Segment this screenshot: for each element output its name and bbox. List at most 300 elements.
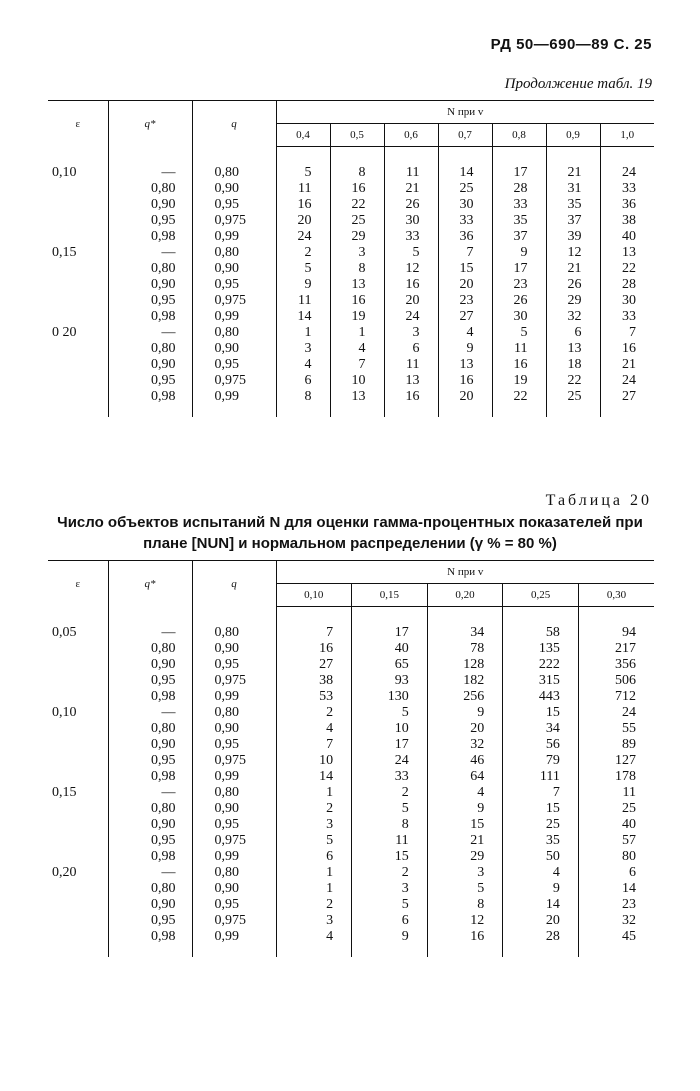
n-cell: 53 bbox=[276, 689, 352, 705]
eps-cell bbox=[48, 197, 108, 213]
n-cell: 12 bbox=[384, 261, 438, 277]
spacer-cell bbox=[492, 147, 546, 166]
v-header-cell: 0,20 bbox=[427, 584, 503, 607]
n-cell: 13 bbox=[546, 341, 600, 357]
qstar-cell: 0,98 bbox=[108, 309, 192, 325]
n-cell: 39 bbox=[546, 229, 600, 245]
q-cell: 0,975 bbox=[192, 833, 276, 849]
n-cell: 15 bbox=[352, 849, 428, 865]
spacer-cell bbox=[276, 405, 330, 417]
qstar-cell: — bbox=[108, 245, 192, 261]
table-row bbox=[48, 357, 654, 373]
row-spacer bbox=[48, 147, 654, 166]
eps-cell bbox=[48, 657, 108, 673]
n-cell: 5 bbox=[276, 833, 352, 849]
spacer-cell bbox=[384, 405, 438, 417]
table-row bbox=[48, 785, 654, 801]
eps-cell bbox=[48, 817, 108, 833]
spacer-cell bbox=[352, 607, 428, 626]
v-header-cell: 0,4 bbox=[276, 124, 330, 147]
n-cell: 6 bbox=[276, 849, 352, 865]
n-cell: 22 bbox=[546, 373, 600, 389]
eps-cell bbox=[48, 769, 108, 785]
spacer-cell bbox=[384, 147, 438, 166]
n-cell: 17 bbox=[492, 165, 546, 181]
n-cell: 4 bbox=[276, 929, 352, 945]
qstar-cell: 0,95 bbox=[108, 293, 192, 309]
n-cell: 19 bbox=[492, 373, 546, 389]
n-cell: 135 bbox=[503, 641, 579, 657]
spacer-cell bbox=[600, 405, 654, 417]
n-cell: 16 bbox=[438, 373, 492, 389]
n-cell: 443 bbox=[503, 689, 579, 705]
n-cell: 3 bbox=[276, 913, 352, 929]
n-cell: 16 bbox=[276, 197, 330, 213]
table-20-title-line-2: плане [NUN] и нормальном распределении (γ % = 80 %) bbox=[143, 535, 557, 552]
n-cell: 8 bbox=[276, 389, 330, 405]
n-cell: 26 bbox=[492, 293, 546, 309]
n-cell: 29 bbox=[427, 849, 503, 865]
table-19-container bbox=[48, 100, 654, 417]
spacer-cell bbox=[492, 405, 546, 417]
n-cell: 128 bbox=[427, 657, 503, 673]
eps-cell bbox=[48, 929, 108, 945]
n-cell: 16 bbox=[330, 293, 384, 309]
q-cell: 0,95 bbox=[192, 357, 276, 373]
n-cell: 9 bbox=[427, 801, 503, 817]
table-row bbox=[48, 833, 654, 849]
eps-cell bbox=[48, 673, 108, 689]
q-cell: 0,95 bbox=[192, 737, 276, 753]
qstar-cell: 0,80 bbox=[108, 721, 192, 737]
table-20-title-line-1: Число объектов испытаний N для оценки гамма-процентных показателей при bbox=[57, 514, 643, 531]
n-cell: 25 bbox=[578, 801, 654, 817]
table-row bbox=[48, 245, 654, 261]
n-cell: 11 bbox=[384, 357, 438, 373]
spacer-cell bbox=[48, 945, 108, 957]
qstar-cell: 0,90 bbox=[108, 897, 192, 913]
spacer-cell bbox=[427, 945, 503, 957]
spacer-cell bbox=[108, 405, 192, 417]
v-header-cell: 1,0 bbox=[600, 124, 654, 147]
qstar-cell: — bbox=[108, 785, 192, 801]
n-cell: 94 bbox=[578, 625, 654, 641]
qstar-cell: 0,95 bbox=[108, 213, 192, 229]
n-cell: 29 bbox=[546, 293, 600, 309]
n-cell: 4 bbox=[330, 341, 384, 357]
qstar-cell: 0,80 bbox=[108, 641, 192, 657]
eps-cell bbox=[48, 833, 108, 849]
table-20 bbox=[48, 560, 654, 957]
v-header-cell: 0,25 bbox=[503, 584, 579, 607]
eps-cell bbox=[48, 753, 108, 769]
n-cell: 24 bbox=[276, 229, 330, 245]
q-cell: 0,90 bbox=[192, 881, 276, 897]
q-cell: 0,80 bbox=[192, 785, 276, 801]
n-cell: 4 bbox=[503, 865, 579, 881]
table-row bbox=[48, 277, 654, 293]
column-header-q: q bbox=[192, 101, 276, 147]
n-cell: 46 bbox=[427, 753, 503, 769]
table-19 bbox=[48, 100, 654, 417]
n-cell: 13 bbox=[384, 373, 438, 389]
eps-cell bbox=[48, 849, 108, 865]
n-cell: 7 bbox=[276, 737, 352, 753]
spacer-cell bbox=[276, 607, 352, 626]
spacer-cell bbox=[192, 607, 276, 626]
n-cell: 35 bbox=[546, 197, 600, 213]
n-cell: 37 bbox=[546, 213, 600, 229]
n-cell: 315 bbox=[503, 673, 579, 689]
n-cell: 8 bbox=[352, 817, 428, 833]
n-cell: 16 bbox=[427, 929, 503, 945]
table-row bbox=[48, 753, 654, 769]
q-cell: 0,975 bbox=[192, 673, 276, 689]
n-cell: 2 bbox=[276, 705, 352, 721]
n-cell: 22 bbox=[492, 389, 546, 405]
n-cell: 23 bbox=[438, 293, 492, 309]
spacer-cell bbox=[503, 607, 579, 626]
v-header-cell: 0,10 bbox=[276, 584, 352, 607]
n-cell: 5 bbox=[276, 261, 330, 277]
n-cell: 13 bbox=[438, 357, 492, 373]
n-cell: 5 bbox=[352, 801, 428, 817]
table-row bbox=[48, 913, 654, 929]
n-cell: 3 bbox=[276, 341, 330, 357]
n-cell: 712 bbox=[578, 689, 654, 705]
column-header-q: q bbox=[192, 561, 276, 607]
qstar-cell: — bbox=[108, 705, 192, 721]
n-cell: 20 bbox=[438, 389, 492, 405]
n-cell: 6 bbox=[352, 913, 428, 929]
n-cell: 3 bbox=[352, 881, 428, 897]
n-cell: 26 bbox=[546, 277, 600, 293]
q-cell: 0,99 bbox=[192, 769, 276, 785]
n-cell: 3 bbox=[384, 325, 438, 341]
n-cell: 33 bbox=[352, 769, 428, 785]
n-cell: 10 bbox=[276, 753, 352, 769]
eps-cell bbox=[48, 277, 108, 293]
qstar-cell: 0,90 bbox=[108, 657, 192, 673]
n-cell: 45 bbox=[578, 929, 654, 945]
n-cell: 33 bbox=[384, 229, 438, 245]
n-cell: 38 bbox=[600, 213, 654, 229]
n-cell: 56 bbox=[503, 737, 579, 753]
table-row bbox=[48, 197, 654, 213]
n-cell: 25 bbox=[546, 389, 600, 405]
page-reference: РД 50—690—89 С. 25 bbox=[490, 36, 652, 53]
n-cell: 30 bbox=[600, 293, 654, 309]
qstar-cell: 0,98 bbox=[108, 769, 192, 785]
spacer-cell bbox=[108, 607, 192, 626]
spacer-cell bbox=[578, 607, 654, 626]
spacer-cell bbox=[48, 405, 108, 417]
n-cell: 20 bbox=[276, 213, 330, 229]
n-cell: 11 bbox=[384, 165, 438, 181]
n-cell: 9 bbox=[427, 705, 503, 721]
n-cell: 5 bbox=[492, 325, 546, 341]
table-row bbox=[48, 689, 654, 705]
eps-cell bbox=[48, 737, 108, 753]
q-cell: 0,80 bbox=[192, 165, 276, 181]
n-cell: 25 bbox=[330, 213, 384, 229]
qstar-cell: 0,98 bbox=[108, 849, 192, 865]
eps-cell bbox=[48, 213, 108, 229]
n-cell: 12 bbox=[546, 245, 600, 261]
n-cell: 217 bbox=[578, 641, 654, 657]
n-cell: 32 bbox=[578, 913, 654, 929]
qstar-cell: — bbox=[108, 165, 192, 181]
n-cell: 14 bbox=[438, 165, 492, 181]
n-cell: 4 bbox=[427, 785, 503, 801]
n-cell: 15 bbox=[438, 261, 492, 277]
n-cell: 8 bbox=[427, 897, 503, 913]
q-cell: 0,975 bbox=[192, 753, 276, 769]
n-cell: 40 bbox=[600, 229, 654, 245]
n-cell: 3 bbox=[427, 865, 503, 881]
n-cell: 19 bbox=[330, 309, 384, 325]
n-cell: 256 bbox=[427, 689, 503, 705]
n-cell: 16 bbox=[384, 277, 438, 293]
n-cell: 356 bbox=[578, 657, 654, 673]
n-cell: 5 bbox=[427, 881, 503, 897]
table-row bbox=[48, 801, 654, 817]
table-19-body bbox=[48, 147, 654, 418]
n-cell: 16 bbox=[384, 389, 438, 405]
n-cell: 130 bbox=[352, 689, 428, 705]
n-cell: 1 bbox=[276, 785, 352, 801]
eps-cell: 0,15 bbox=[52, 785, 77, 800]
column-header-eps: ε bbox=[48, 561, 108, 607]
n-cell: 7 bbox=[600, 325, 654, 341]
n-cell: 14 bbox=[503, 897, 579, 913]
v-header-cell: 0,5 bbox=[330, 124, 384, 147]
table-row bbox=[48, 389, 654, 405]
table-row bbox=[48, 325, 654, 341]
n-cell: 23 bbox=[578, 897, 654, 913]
n-cell: 8 bbox=[330, 261, 384, 277]
qstar-cell: 0,90 bbox=[108, 737, 192, 753]
n-cell: 79 bbox=[503, 753, 579, 769]
n-cell: 4 bbox=[438, 325, 492, 341]
n-cell: 24 bbox=[352, 753, 428, 769]
n-cell: 9 bbox=[503, 881, 579, 897]
eps-cell bbox=[48, 913, 108, 929]
n-cell: 2 bbox=[352, 785, 428, 801]
table-row bbox=[48, 849, 654, 865]
row-spacer bbox=[48, 607, 654, 626]
n-cell: 1 bbox=[330, 325, 384, 341]
eps-cell bbox=[48, 801, 108, 817]
n-cell: 58 bbox=[503, 625, 579, 641]
spacer-cell bbox=[427, 607, 503, 626]
qstar-cell: 0,80 bbox=[108, 181, 192, 197]
n-cell: 22 bbox=[330, 197, 384, 213]
table-row bbox=[48, 293, 654, 309]
n-cell: 178 bbox=[578, 769, 654, 785]
table-row bbox=[48, 625, 654, 641]
spacer-cell bbox=[48, 147, 108, 166]
eps-cell bbox=[48, 341, 108, 357]
qstar-cell: 0,80 bbox=[108, 261, 192, 277]
table-row bbox=[48, 865, 654, 881]
q-cell: 0,95 bbox=[192, 657, 276, 673]
qstar-cell: 0,95 bbox=[108, 373, 192, 389]
table-20-body bbox=[48, 607, 654, 958]
spacer-cell bbox=[546, 147, 600, 166]
n-cell: 31 bbox=[546, 181, 600, 197]
eps-cell bbox=[48, 389, 108, 405]
n-cell: 7 bbox=[438, 245, 492, 261]
n-cell: 14 bbox=[578, 881, 654, 897]
qstar-cell: 0,95 bbox=[108, 913, 192, 929]
qstar-cell: 0,90 bbox=[108, 277, 192, 293]
q-cell: 0,99 bbox=[192, 929, 276, 945]
q-cell: 0,95 bbox=[192, 817, 276, 833]
n-cell: 10 bbox=[330, 373, 384, 389]
qstar-cell: — bbox=[108, 865, 192, 881]
table-continuation-caption: Продолжение табл. 19 bbox=[504, 76, 652, 92]
q-cell: 0,90 bbox=[192, 181, 276, 197]
table-row bbox=[48, 817, 654, 833]
n-cell: 2 bbox=[276, 897, 352, 913]
table-20-container bbox=[48, 560, 654, 957]
row-spacer bbox=[48, 405, 654, 417]
qstar-cell: 0,95 bbox=[108, 673, 192, 689]
eps-cell bbox=[48, 897, 108, 913]
table-row bbox=[48, 213, 654, 229]
q-cell: 0,95 bbox=[192, 277, 276, 293]
eps-cell bbox=[48, 181, 108, 197]
n-cell: 78 bbox=[427, 641, 503, 657]
n-cell: 5 bbox=[352, 897, 428, 913]
n-cell: 11 bbox=[276, 293, 330, 309]
table-row bbox=[48, 165, 654, 181]
n-cell: 28 bbox=[503, 929, 579, 945]
n-cell: 64 bbox=[427, 769, 503, 785]
n-cell: 21 bbox=[546, 165, 600, 181]
spacer-cell bbox=[276, 945, 352, 957]
qstar-cell: 0,90 bbox=[108, 357, 192, 373]
v-header-cell: 0,9 bbox=[546, 124, 600, 147]
column-header-qstar: q* bbox=[108, 561, 192, 607]
n-cell: 17 bbox=[352, 737, 428, 753]
n-cell: 33 bbox=[600, 309, 654, 325]
n-cell: 6 bbox=[276, 373, 330, 389]
v-header-cell: 0,6 bbox=[384, 124, 438, 147]
n-cell: 11 bbox=[578, 785, 654, 801]
n-cell: 6 bbox=[384, 341, 438, 357]
n-cell: 15 bbox=[503, 801, 579, 817]
n-cell: 20 bbox=[438, 277, 492, 293]
qstar-cell: 0,95 bbox=[108, 833, 192, 849]
spacer-cell bbox=[48, 607, 108, 626]
n-cell: 16 bbox=[492, 357, 546, 373]
n-cell: 506 bbox=[578, 673, 654, 689]
table-row bbox=[48, 309, 654, 325]
n-cell: 9 bbox=[438, 341, 492, 357]
qstar-cell: 0,80 bbox=[108, 881, 192, 897]
q-cell: 0,95 bbox=[192, 197, 276, 213]
spacer-cell bbox=[503, 945, 579, 957]
n-cell: 25 bbox=[503, 817, 579, 833]
n-cell: 9 bbox=[276, 277, 330, 293]
n-cell: 9 bbox=[492, 245, 546, 261]
qstar-cell: 0,95 bbox=[108, 753, 192, 769]
spacer-cell bbox=[192, 945, 276, 957]
n-cell: 22 bbox=[600, 261, 654, 277]
n-cell: 2 bbox=[276, 801, 352, 817]
table-row bbox=[48, 641, 654, 657]
q-cell: 0,975 bbox=[192, 213, 276, 229]
n-cell: 28 bbox=[492, 181, 546, 197]
n-cell: 65 bbox=[352, 657, 428, 673]
n-cell: 55 bbox=[578, 721, 654, 737]
n-cell: 15 bbox=[427, 817, 503, 833]
n-cell: 20 bbox=[427, 721, 503, 737]
table-row bbox=[48, 673, 654, 689]
n-cell: 21 bbox=[600, 357, 654, 373]
n-cell: 21 bbox=[427, 833, 503, 849]
n-cell: 29 bbox=[330, 229, 384, 245]
q-cell: 0,95 bbox=[192, 897, 276, 913]
n-cell: 11 bbox=[492, 341, 546, 357]
qstar-cell: 0,90 bbox=[108, 817, 192, 833]
qstar-cell: 0,98 bbox=[108, 229, 192, 245]
column-header-eps: ε bbox=[48, 101, 108, 147]
row-spacer bbox=[48, 945, 654, 957]
v-header-cell: 0,7 bbox=[438, 124, 492, 147]
eps-cell bbox=[48, 881, 108, 897]
n-cell: 24 bbox=[578, 705, 654, 721]
column-group-header: N при v bbox=[276, 561, 654, 584]
n-cell: 24 bbox=[600, 165, 654, 181]
n-cell: 6 bbox=[546, 325, 600, 341]
eps-cell: 0,10 bbox=[52, 705, 77, 720]
spacer-cell bbox=[438, 147, 492, 166]
q-cell: 0,90 bbox=[192, 721, 276, 737]
q-cell: 0,80 bbox=[192, 705, 276, 721]
qstar-cell: — bbox=[108, 625, 192, 641]
n-cell: 50 bbox=[503, 849, 579, 865]
n-cell: 16 bbox=[600, 341, 654, 357]
n-cell: 5 bbox=[384, 245, 438, 261]
spacer-cell bbox=[330, 147, 384, 166]
n-cell: 7 bbox=[276, 625, 352, 641]
n-cell: 24 bbox=[600, 373, 654, 389]
n-cell: 111 bbox=[503, 769, 579, 785]
n-cell: 11 bbox=[276, 181, 330, 197]
table-row bbox=[48, 229, 654, 245]
n-cell: 40 bbox=[352, 641, 428, 657]
eps-cell bbox=[48, 293, 108, 309]
eps-cell bbox=[48, 721, 108, 737]
q-cell: 0,80 bbox=[192, 325, 276, 341]
n-cell: 2 bbox=[352, 865, 428, 881]
q-cell: 0,975 bbox=[192, 913, 276, 929]
n-cell: 37 bbox=[492, 229, 546, 245]
n-cell: 34 bbox=[503, 721, 579, 737]
spacer-cell bbox=[546, 405, 600, 417]
qstar-cell: 0,80 bbox=[108, 341, 192, 357]
n-cell: 17 bbox=[352, 625, 428, 641]
n-cell: 14 bbox=[276, 769, 352, 785]
q-cell: 0,90 bbox=[192, 801, 276, 817]
eps-cell bbox=[48, 357, 108, 373]
n-cell: 5 bbox=[276, 165, 330, 181]
q-cell: 0,99 bbox=[192, 689, 276, 705]
n-cell: 18 bbox=[546, 357, 600, 373]
